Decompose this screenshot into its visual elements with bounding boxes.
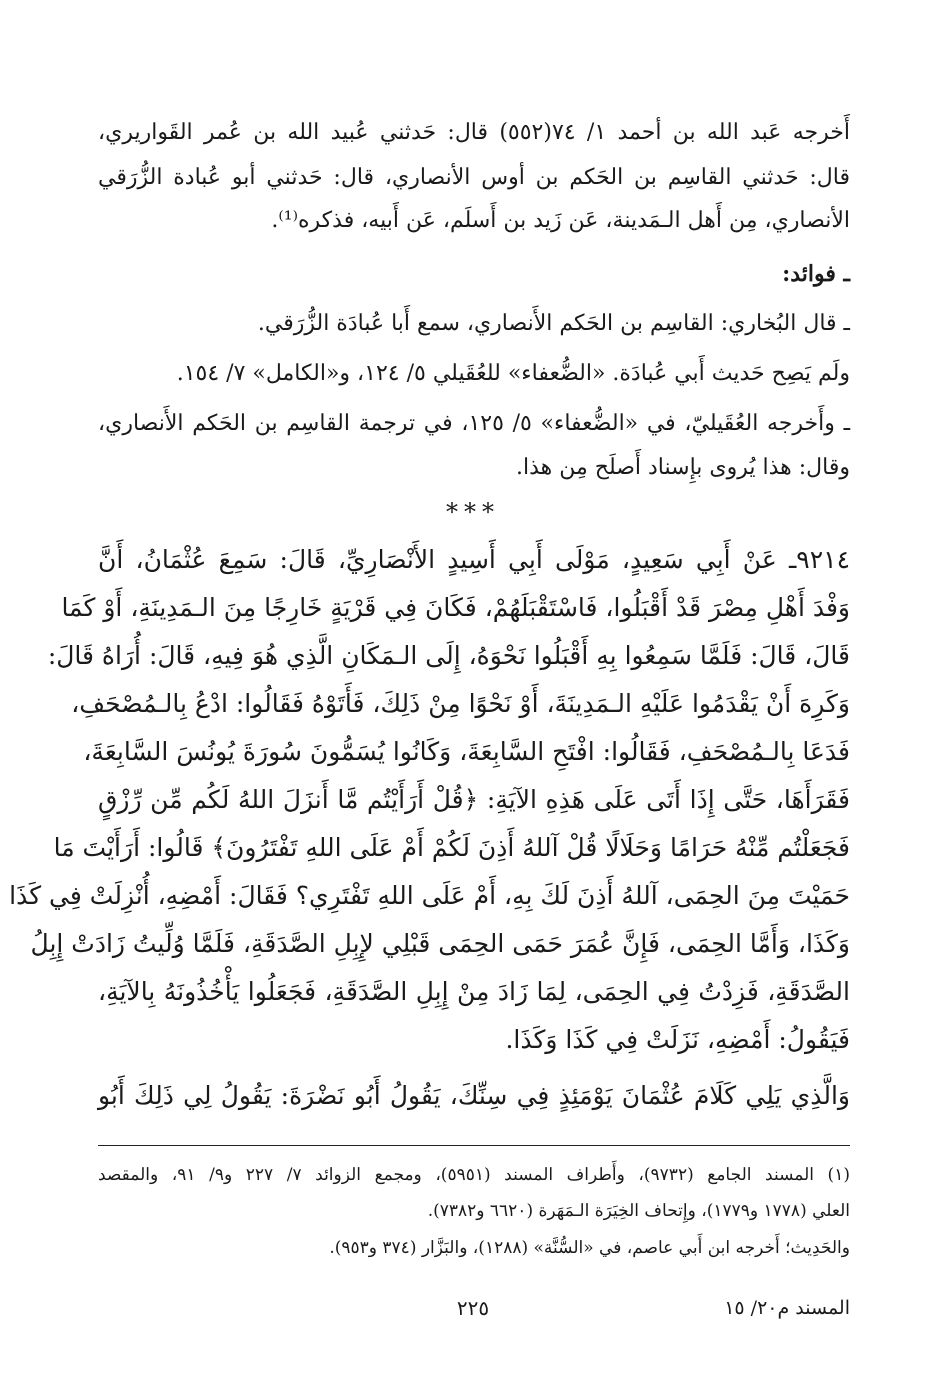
fawaid-line-4: وقال: هذا يُروى بإِسناد أَصلَح مِن هذا.: [515, 455, 850, 480]
fawaid-line-2: ولَم يَصِح حَديث أَبي عُبادَة. «الضُّعفاء» للعُقَيلي ٥/ ١٢٤، و«الكامل» ٧/ ١٥٤.: [176, 361, 850, 386]
hadith-line-3: قَالَ، قَالَ: فَلَمَّا سَمِعُوا بِهِ أَقْبَلُوا نَحْوَهُ، إِلَى الـمَكَانِ الَّذِي هُوَ فِيهِ، قَالَ: أُرَاهُ قَالَ:: [47, 641, 850, 670]
fawaid-line-1: ـ قال البُخاري: القاسِم بن الحَكم الأَنصاري، سمع أَبا عُبادَة الزُّرَقي.: [257, 311, 850, 336]
hadith-line-9: وَكَذَا، وَأَمَّا الحِمَى، فَإِنَّ عُمَرَ حَمَى الحِمَى قَبْلِي لإِبِلِ الصَّدَقَةِ، فَلَمَّا وُلِّيتُ زَادَتْ إِبِلُ: [30, 929, 850, 958]
hadith-line-10: الصَّدَقَةِ، فَزِدْتُ فِي الحِمَى، لِمَا زَادَ مِنْ إِبِلِ الصَّدَقَةِ، فَجَعَلُوا يَأْخُذُونَهُ بِالآيَةِ،: [98, 977, 850, 1006]
footnote-line-2: العلي (١٧٧٨ و١٧٧٩)، وإِتحاف الخِيَرَة الـمَهَرة (٦٦٢٠ و٧٣٨٢).: [427, 1201, 850, 1221]
hadith-line-6: فَقَرَأَهَا، حَتَّى إِذَا أَتَى عَلَى هَذِهِ الآيَةِ: ﴿قُلْ أَرَأَيْتُم مَّا أَنزَلَ اللهُ لَكُم مِّن رِّزْقٍ: [98, 785, 850, 814]
hadith-line-8: حَمَيْتَ مِنَ الحِمَى، آللهُ أَذِنَ لَكَ بِهِ، أَمْ عَلَى اللهِ تَفْتَرِي؟ فَقَالَ: أَمْضِهِ، أُنْزِلَتْ فِي كَذَا: [9, 881, 850, 910]
hadith-line-11: فَيَقُولُ: أَمْضِهِ، نَزَلَتْ فِي كَذَا وَكَذَا.: [505, 1025, 850, 1054]
takhrij-line-3: الأنصاري، مِن أَهل الـمَدينة، عَن زَيد بن أَسلَم، عَن أَبيه، فذكره⁽¹⁾.: [271, 208, 850, 233]
takhrij-line-2: قال: حَدثني القاسِم بن الحَكم بن أوس الأنصاري، قال: حَدثني أبو عُبادة الزُّرَقي: [98, 165, 850, 190]
takhrij-line-1: أَخرجه عَبد الله بن أحمد ١/ ٧٤(٥٥٢) قال: حَدثني عُبيد الله بن عُمر القَواريري،: [98, 120, 850, 145]
signature-mark: المسند م٢٠/ ١٥: [724, 1297, 850, 1319]
page-number: ٢٢٥: [456, 1296, 490, 1320]
hadith-line-5: فَدَعَا بِالـمُصْحَفِ، فَقَالُوا: افْتَحِ السَّابِعَةَ، وَكَانُوا يُسَمُّونَ سُورَةَ يُونُسَ السَّابِعَةَ،: [83, 737, 850, 766]
hadith-line-7: فَجَعَلْتُم مِّنْهُ حَرَامًا وَحَلَالًا قُلْ آللهُ أَذِنَ لَكُمْ أَمْ عَلَى اللهِ تَفْتَرُونَ﴾ قَالُوا: أَرَأَيْتَ مَا: [53, 833, 850, 862]
hadith-line-1: ٩٢١٤ـ عَنْ أَبِي سَعِيدٍ، مَوْلَى أَبِي أَسِيدٍ الأَنْصَارِيِّ، قَالَ: سَمِعَ عُثْمَانُ، أَنَّ: [98, 545, 850, 574]
fawaid-line-3: ـ وأَخرجه العُقَيليّ، في «الضُّعفاء» ٥/ ١٢٥، في ترجمة القاسِم بن الحَكم الأَنصاري،: [98, 411, 851, 436]
hadith-line-2: وَفْدَ أَهْلِ مِصْرَ قَدْ أَقْبَلُوا، فَاسْتَقْبَلَهُمْ، فَكَانَ فِي قَرْيَةٍ خَارِجًا مِنَ الـمَدِينَةِ، أَوْ كَمَا: [61, 593, 850, 622]
section-separator: ***: [446, 498, 500, 526]
footnote-line-1: (١) المسند الجامع (٩٧٣٢)، وأَطراف المسند (٥٩٥١)، ومجمع الزوائد ٧/ ٢٢٧ و٩/ ٩١، والمقصد: [98, 1165, 850, 1185]
footnote-line-3: والحَدِيث؛ أَخرجه ابن أَبي عاصم، في «السُّنَّة» (١٢٨٨)، والبَزَّار (٣٧٤ و٩٥٣).: [329, 1238, 850, 1258]
hadith-line-12: وَالَّذِي يَلِي كَلَامَ عُثْمَانَ يَوْمَئِذٍ فِي سِنِّكَ، يَقُولُ أَبُو نَضْرَةَ: يَقُولُ لِي ذَلِكَ أَبُو: [98, 1081, 850, 1110]
footnote-divider: [98, 1145, 850, 1146]
hadith-line-4: وَكَرِهَ أَنْ يَقْدَمُوا عَلَيْهِ الـمَدِينَةَ، أَوْ نَحْوًا مِنْ ذَلِكَ، فَأَتَوْهُ فَقَالُوا: ادْعُ بِالـمُصْحَفِ،: [71, 689, 850, 718]
fawaid-heading: ـ فوائد:: [782, 261, 850, 287]
